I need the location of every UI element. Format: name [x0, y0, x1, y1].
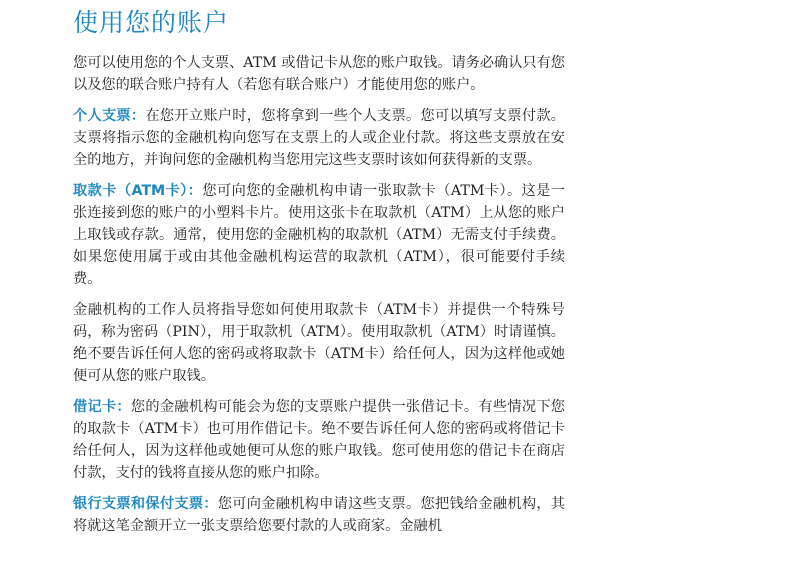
page-title: 使用您的账户 [73, 8, 230, 37]
paragraph-atm-pin [73, 299, 565, 387]
paragraph-text: 您的金融机构可能会为您的支票账户提供一张借记卡。有些情况下您的取款卡（ATM卡）也可用作借记卡。绝不要告诉任何人您的密码或将借记卡给任何人，因为这样他或她便可从您的账户取钱。您可使用您的借记卡在商店付款，支付的钱将直接从您的账户扣除。 [73, 399, 565, 481]
paragraph-text: 您可向您的金融机构申请一张取款卡（ATM卡）。这是一张连接到您的账户的小塑料卡片。使用这张卡在取款机（ATM）上从您的账户上取钱或存款。通常，使用您的金融机构的取款机（ATM）无需支付手续费。如果您使用属于或由其他金融机构运营的取款机（ATM），很可能要付手续费。 [73, 183, 565, 287]
paragraph-atm-card [73, 180, 565, 290]
paragraph-text: 在您开立账户时，您将拿到一些个人支票。您可以填写支票付款。支票将指示您的金融机构向您写在支票上的人或企业付款。将这些支票放在安全的地方，并询问您的金融机构当您用完这些支票时该如何获得新的支票。 [73, 108, 565, 168]
paragraph-text: 金融机构的工作人员将指导您如何使用取款卡（ATM卡）并提供一个特殊号码，称为密码（PIN），用于取款机（ATM）。使用取款机（ATM）时请谨慎。绝不要告诉任何人您的密码或将取款卡（ATM卡）给任何人，因为这样他或她便可从您的账户取钱。 [73, 302, 565, 384]
document-page [73, 6, 565, 546]
paragraph-debit-card [73, 396, 565, 484]
term-heading: 银行支票和保付支票： [73, 496, 218, 512]
paragraph-intro [73, 52, 565, 96]
term-heading: 借记卡： [73, 399, 131, 415]
term-heading: 个人支票： [73, 108, 146, 124]
paragraph-text: 您可以使用您的个人支票、ATM 或借记卡从您的账户取钱。请务必确认只有您以及您的联合账户持有人（若您有联合账户）才能使用您的账户。 [73, 55, 565, 93]
paragraph-bank-checks [73, 493, 565, 537]
paragraph-text: 您可向金融机构申请这些支票。您把钱给金融机构，其将就这笔金额开立一张支票给您要付款的人或商家。金融机 [73, 496, 565, 534]
term-heading: 取款卡（ATM卡）： [73, 183, 203, 199]
paragraph-personal-checks [73, 105, 565, 171]
